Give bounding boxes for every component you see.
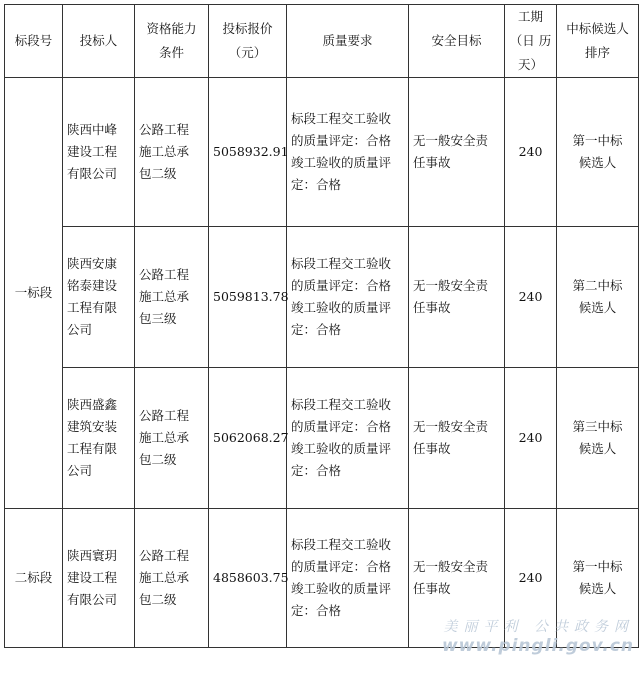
table-header-row bbox=[5, 5, 639, 78]
header-bidder: 投标人 bbox=[63, 5, 135, 78]
qualification-cell: 公路工程 施工总承 包二级 bbox=[135, 78, 209, 227]
header-quality: 质量要求 bbox=[287, 5, 409, 78]
price-cell: 5058932.91 bbox=[209, 78, 287, 227]
duration-cell: 240 bbox=[505, 368, 557, 509]
bid-results-table bbox=[4, 4, 639, 648]
price-cell: 4858603.75 bbox=[209, 509, 287, 648]
table-row bbox=[5, 78, 639, 227]
site-watermark bbox=[442, 616, 634, 656]
duration-cell: 240 bbox=[505, 227, 557, 368]
header-safety: 安全目标 bbox=[409, 5, 505, 78]
safety-cell: 无一般安全责 任事故 bbox=[409, 227, 505, 368]
header-qualification: 资格能力 条件 bbox=[135, 5, 209, 78]
duration-cell: 240 bbox=[505, 78, 557, 227]
header-duration: 工期（日 历天） bbox=[505, 5, 557, 78]
header-price: 投标报价 （元） bbox=[209, 5, 287, 78]
bidder-cell: 陕西中峰 建设工程 有限公司 bbox=[63, 78, 135, 227]
quality-cell: 标段工程交工验收 的质量评定：合格 竣工验收的质量评 定：合格 bbox=[287, 227, 409, 368]
qualification-cell: 公路工程 施工总承 包二级 bbox=[135, 368, 209, 509]
table-row bbox=[5, 227, 639, 368]
duration-cell: 240 bbox=[505, 509, 557, 648]
price-cell: 5062068.27 bbox=[209, 368, 287, 509]
rank-cell: 第三中标 候选人 bbox=[557, 368, 639, 509]
watermark-url: www.pingli.gov.cn bbox=[441, 636, 634, 656]
safety-cell: 无一般安全责 任事故 bbox=[409, 509, 505, 648]
quality-cell: 标段工程交工验收 的质量评定：合格 竣工验收的质量评 定：合格 bbox=[287, 368, 409, 509]
qualification-cell: 公路工程 施工总承 包三级 bbox=[135, 227, 209, 368]
header-rank: 中标候选人 排序 bbox=[557, 5, 639, 78]
table-row bbox=[5, 368, 639, 509]
quality-cell: 标段工程交工验收 的质量评定：合格 竣工验收的质量评 定：合格 bbox=[287, 78, 409, 227]
header-section: 标段号 bbox=[5, 5, 63, 78]
price-cell: 5059813.78 bbox=[209, 227, 287, 368]
qualification-cell: 公路工程 施工总承 包二级 bbox=[135, 509, 209, 648]
section-cell: 一标段 bbox=[5, 78, 63, 509]
watermark-site-name: 美丽平利 公共政务网 bbox=[443, 619, 634, 635]
section-cell: 二标段 bbox=[5, 509, 63, 648]
safety-cell: 无一般安全责 任事故 bbox=[409, 78, 505, 227]
bidder-cell: 陕西盛鑫 建筑安装 工程有限 公司 bbox=[63, 368, 135, 509]
rank-cell: 第二中标 候选人 bbox=[557, 227, 639, 368]
bidder-cell: 陕西寰玥 建设工程 有限公司 bbox=[63, 509, 135, 648]
bidder-cell: 陕西安康 铭泰建设 工程有限 公司 bbox=[63, 227, 135, 368]
rank-cell: 第一中标 候选人 bbox=[557, 509, 639, 648]
quality-cell: 标段工程交工验收 的质量评定：合格 竣工验收的质量评 定：合格 bbox=[287, 509, 409, 648]
rank-cell: 第一中标 候选人 bbox=[557, 78, 639, 227]
safety-cell: 无一般安全责 任事故 bbox=[409, 368, 505, 509]
